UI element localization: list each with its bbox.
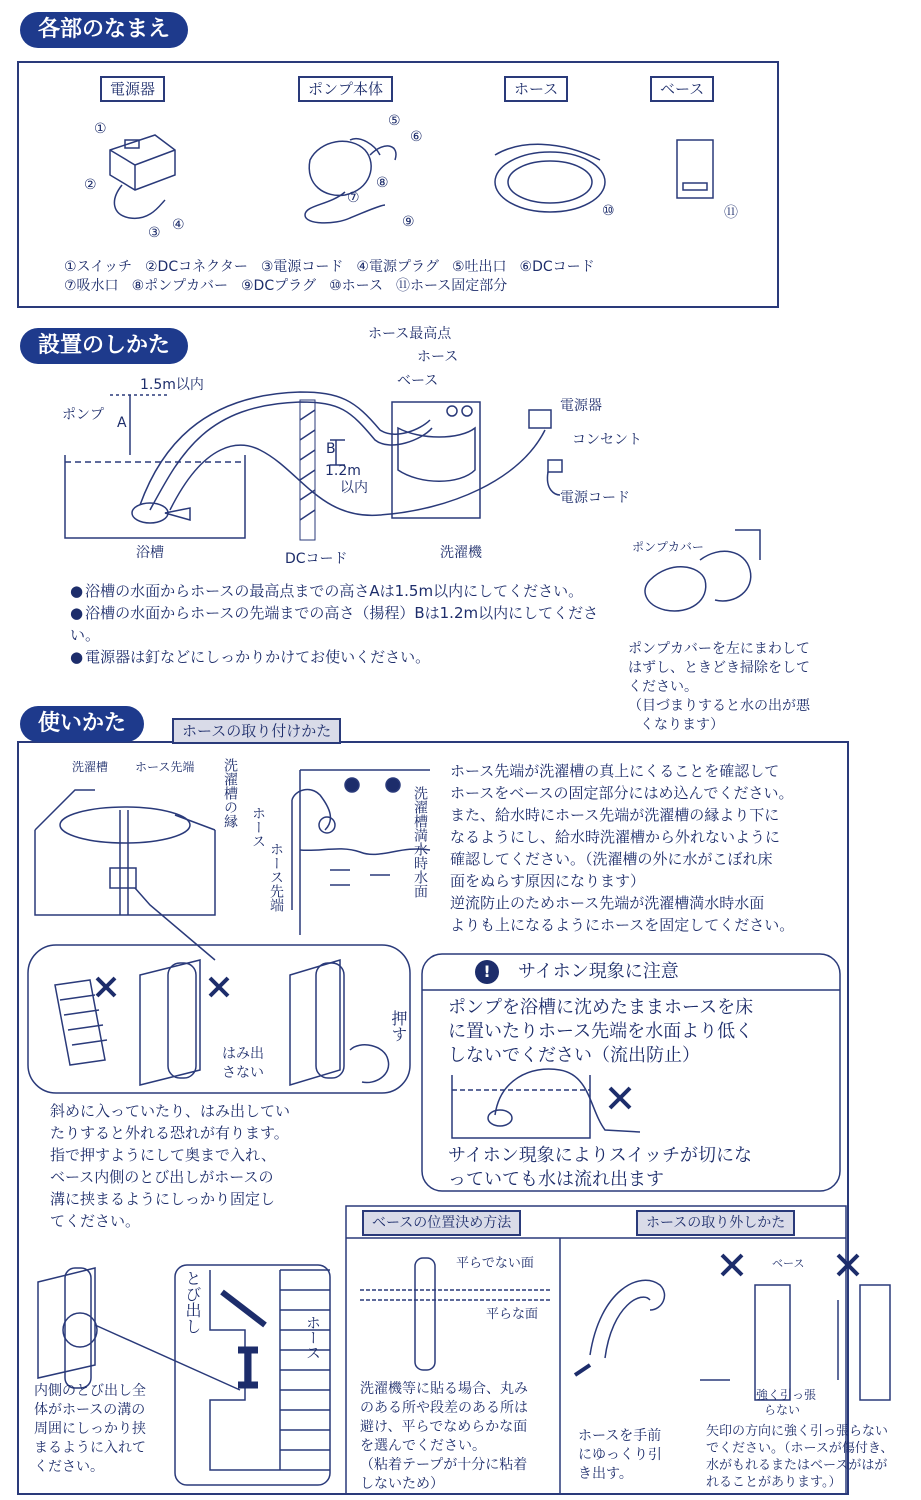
- label-hose-vertical: ホース: [250, 806, 266, 848]
- label-washer-tub: 洗濯槽: [72, 760, 109, 774]
- legend-item: ①スイッチ: [64, 259, 132, 275]
- siphon-bottom-line: っていても水は流れ出ます: [448, 1169, 664, 1190]
- remove-instructions: [578, 1427, 688, 1484]
- warning-line: れることがあります。）: [706, 1475, 842, 1490]
- warning-icon: !: [475, 960, 499, 984]
- label-pump: ポンプ: [62, 407, 104, 423]
- legend-item: ⑩ホース: [329, 278, 383, 294]
- fix-line: たりすると外れる恐れが有ります。: [50, 1124, 289, 1142]
- part-number-5: ⑤: [388, 113, 401, 129]
- part-number-10: ⑩: [602, 203, 615, 219]
- legend-item: ②DCコネクター: [145, 259, 248, 275]
- base-line: を選んでください。: [360, 1438, 486, 1454]
- label-power-unit: 電源器: [560, 398, 602, 414]
- warning-line: でください。（ホースが傷付き、: [706, 1441, 894, 1456]
- label-b: B: [326, 441, 336, 457]
- inner-line: 内側のとび出し全: [34, 1383, 146, 1399]
- fix-instructions: [50, 1100, 370, 1232]
- label-protrusion: とび出し: [183, 1270, 202, 1334]
- install-note-3: ● 電源器は釘などにしっかりかけてお使いください。: [70, 646, 600, 668]
- cover-note: [628, 640, 828, 735]
- siphon-line: しないでください（流出防止）: [448, 1045, 700, 1066]
- inner-line: まるように入れて: [34, 1440, 146, 1456]
- inner-instructions: [34, 1382, 174, 1477]
- remove-line: ホースを手前: [578, 1428, 662, 1444]
- label-height-b-2: 以内: [340, 480, 368, 496]
- inner-line: ください。: [34, 1459, 104, 1475]
- cover-note-line: ポンプカバーを左にまわして: [628, 641, 810, 657]
- label-power-cord: 電源コード: [560, 490, 630, 506]
- part-label-power: 電源器: [100, 76, 165, 102]
- section-title-usage: 使いかた: [20, 706, 144, 742]
- attach-line: なるようにし、給水時洗濯槽から外れないように: [450, 828, 781, 846]
- install-notes: [70, 580, 600, 668]
- remove-line: にゆっくり引: [578, 1447, 662, 1463]
- label-hose-top: ホース最高点: [368, 326, 452, 342]
- legend-item: ⑨DCプラグ: [240, 278, 317, 294]
- cover-note-line: くなります）: [640, 717, 724, 733]
- label-push: 押す: [389, 1010, 408, 1042]
- label-bathtub: 浴槽: [136, 545, 164, 561]
- legend-item: ⑥DCコード: [519, 259, 595, 275]
- part-number-6: ⑥: [410, 129, 423, 145]
- cover-note-line: はずし、ときどき掃除をして: [628, 660, 810, 676]
- part-number-11: ⑪: [724, 205, 738, 221]
- inner-line: 周囲にしっかり挟: [34, 1421, 146, 1437]
- warning-instructions: [706, 1423, 916, 1491]
- base-line: のある所や段差のある所は: [360, 1400, 528, 1416]
- part-label-hose: ホース: [504, 76, 568, 102]
- attach-instructions: [450, 760, 845, 936]
- install-note-2: ● 浴槽の水面からホースの先端までの高さ（揚程）Bは1.2m以内にしてください。: [70, 602, 600, 646]
- tag-base-position: ベースの位置決め方法: [362, 1210, 521, 1236]
- legend-item: ⑪ホース固定部分: [395, 278, 508, 294]
- label-hose-tip: ホース先端: [135, 760, 195, 774]
- fix-line: ベース内側のとび出しがホースの: [50, 1168, 274, 1186]
- label-flat-surface: 平らな面: [486, 1307, 539, 1322]
- attach-line: また、給水時にホース先端が洗濯槽の縁より下に: [450, 806, 780, 824]
- label-base: ベース: [397, 373, 439, 389]
- part-number-1: ①: [94, 121, 107, 137]
- parts-legend-line1: [64, 258, 595, 277]
- part-number-2: ②: [84, 177, 97, 193]
- attach-line: 確認してください。（洗濯槽の外に水がこぼれ床: [450, 850, 773, 868]
- legend-item: ⑧ポンプカバー: [131, 278, 228, 294]
- base-line: 洗濯機等に貼る場合、丸み: [360, 1381, 528, 1397]
- siphon-line: に置いたりホース先端を水面より低く: [448, 1021, 754, 1042]
- label-a: A: [117, 415, 127, 431]
- label-tub-edge: 洗濯槽の縁: [222, 758, 238, 828]
- warning-line: 水がもれるまたはベースがはが: [706, 1458, 888, 1473]
- label-hose-detail: ホース: [304, 1315, 322, 1360]
- fix-line: 指で押すようにして奥まで入れ、: [50, 1146, 276, 1164]
- part-label-pump: ポンプ本体: [298, 76, 393, 102]
- attach-line: ホース先端が洗濯槽の真上にくることを確認して: [450, 762, 780, 780]
- cover-note-line: ください。: [628, 679, 698, 695]
- part-label-base: ベース: [650, 76, 714, 102]
- legend-item: ⑦吸水口: [64, 278, 119, 294]
- cover-note-line: （目づまりすると水の出が悪: [628, 698, 810, 714]
- install-note-1: ● 浴槽の水面からホースの最高点までの高さAは1.5m以内にしてください。: [70, 580, 600, 602]
- label-strong-pull: [756, 1388, 816, 1418]
- label-no-overflow-1: はみ出: [222, 1046, 264, 1062]
- parts-legend-line2: [64, 277, 507, 296]
- fix-line: 溝に挟まるようにしっかり固定し: [50, 1190, 276, 1208]
- siphon-bottom-line: サイホン現象によりスイッチが切にな: [448, 1145, 753, 1166]
- strong-pull-line: らない: [764, 1403, 801, 1417]
- label-pump-cover: ポンプカバー: [632, 540, 704, 554]
- base-line: （粘着テープが十分に粘着: [360, 1457, 528, 1473]
- label-base-small: ベース: [772, 1257, 805, 1270]
- fix-line: てください。: [50, 1212, 141, 1230]
- part-number-8: ⑧: [376, 175, 389, 191]
- label-dc-cord: DCコード: [285, 551, 348, 567]
- strong-pull-line: 強く引っ張: [756, 1388, 817, 1402]
- siphon-title: サイホン現象に注意: [518, 961, 679, 982]
- legend-item: ④電源プラグ: [356, 259, 439, 275]
- tag-attach: ホースの取り付けかた: [172, 718, 341, 744]
- attach-line: 逆流防止のためホース先端が洗濯槽満水時水面: [450, 894, 765, 912]
- base-instructions: [360, 1380, 555, 1494]
- inner-line: 体がホースの溝の: [34, 1402, 146, 1418]
- part-number-4: ④: [172, 217, 185, 233]
- siphon-bottom: [448, 1144, 828, 1192]
- label-outlet: コンセント: [572, 432, 642, 448]
- part-number-3: ③: [148, 225, 161, 241]
- label-uneven-surface: 平らでない面: [456, 1256, 534, 1271]
- label-full-level: 洗濯槽満水時水面: [412, 786, 428, 898]
- label-hose: ホース: [417, 349, 459, 365]
- part-number-9: ⑨: [402, 214, 415, 230]
- section-title-parts: 各部のなまえ: [20, 12, 188, 48]
- label-no-overflow-2: さない: [222, 1065, 264, 1081]
- attach-line: 面をぬらす原因になります）: [450, 872, 646, 890]
- remove-line: き出す。: [578, 1466, 633, 1482]
- label-hose-tip-vertical: ホース先端: [268, 842, 284, 912]
- siphon-line: ポンプを浴槽に沈めたままホースを床: [448, 997, 754, 1018]
- fix-line: 斜めに入っていたり、はみ出してい: [50, 1102, 291, 1120]
- label-height-a: 1.5m以内: [140, 377, 204, 393]
- label-washer: 洗濯機: [440, 545, 482, 561]
- siphon-warning: [448, 996, 828, 1068]
- label-height-b-1: 1.2m: [325, 463, 361, 479]
- base-line: 避け、平らでなめらかな面: [360, 1419, 528, 1435]
- tag-remove: ホースの取り外しかた: [636, 1210, 795, 1236]
- legend-item: ⑤吐出口: [451, 259, 507, 275]
- legend-item: ③電源コード: [260, 259, 344, 275]
- part-number-7: ⑦: [347, 190, 360, 206]
- section-title-install: 設置のしかた: [20, 328, 188, 364]
- attach-line: ホースをベースの固定部分にはめ込んでください。: [450, 784, 794, 802]
- attach-line: よりも上になるようにホースを固定してください。: [450, 916, 795, 934]
- base-line: しないため）: [360, 1476, 444, 1492]
- warning-line: 矢印の方向に強く引っ張らない: [706, 1424, 889, 1439]
